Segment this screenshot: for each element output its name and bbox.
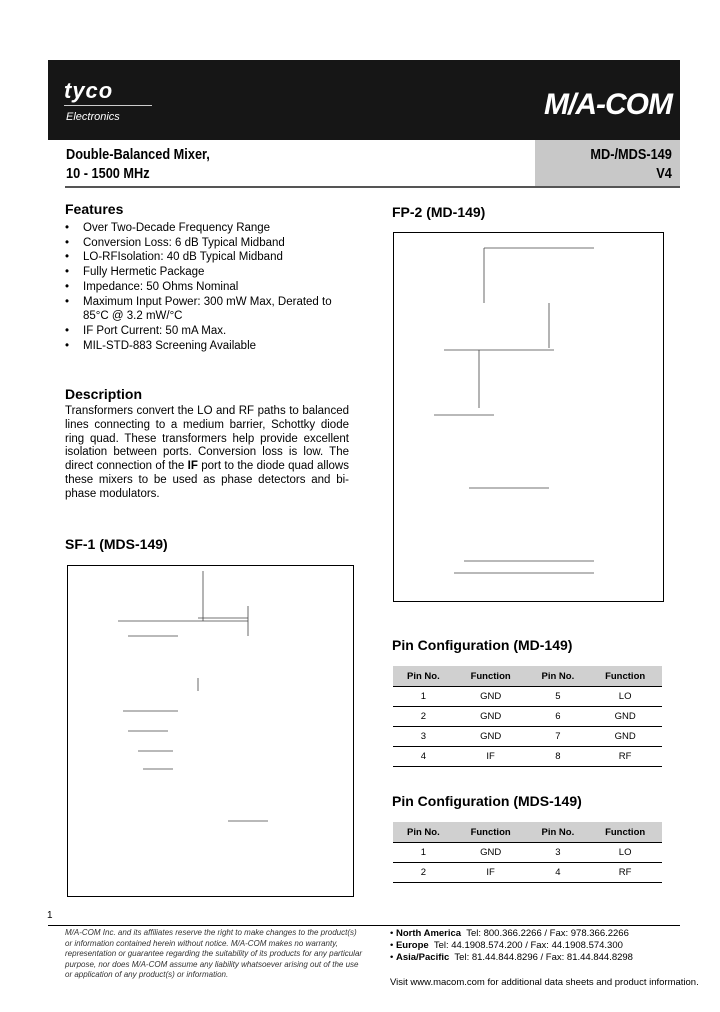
table-row: 3 GND 7 GND — [393, 727, 662, 747]
page-number: 1 — [47, 910, 53, 921]
fp2-heading: FP-2 (MD-149) — [392, 204, 486, 220]
contact-item: • Europe Tel: 44.1908.574.200 / Fax: 44.1908.574.300 — [390, 940, 623, 951]
feature-item: • MIL-STD-883 Screening Available — [65, 339, 355, 354]
tyco-logo-sub: Electronics — [66, 111, 120, 123]
feature-item: • Conversion Loss: 6 dB Typical Midband — [65, 236, 355, 251]
part-number-text: MD-/MDS-149 — [590, 146, 672, 163]
website-link[interactable]: Visit www.macom.com for additional data sheets and product information. — [390, 977, 699, 988]
fp2-drawing — [394, 233, 663, 601]
feature-item: • LO-RFIsolation: 40 dB Typical Midband — [65, 250, 355, 265]
document-title — [66, 145, 210, 183]
features-list — [65, 221, 355, 353]
macom-logo: M/A-COM — [544, 88, 672, 121]
title-line2: 10 - 1500 MHz — [66, 165, 150, 182]
table-row: 1 GND 5 LO — [393, 687, 662, 707]
contact-item: • Asia/Pacific Tel: 81.44.844.8296 / Fax: 81.44.844.8298 — [390, 952, 633, 963]
pin-config-md-table: Pin No. Function Pin No. Function 1 GND 5 LO 2 GND 6 GND 3 GND 7 GND 4 IF 8 RF — [393, 666, 662, 767]
footer-rule — [48, 925, 680, 926]
sf1-outline-drawing — [67, 565, 354, 897]
feature-item: • Over Two-Decade Frequency Range — [65, 221, 355, 236]
sf1-heading: SF-1 (MDS-149) — [65, 536, 168, 552]
table-row: 2 GND 6 GND — [393, 707, 662, 727]
pin-md-heading: Pin Configuration (MD-149) — [392, 637, 573, 653]
pin-config-mds-table: Pin No. Function Pin No. Function 1 GND 3 LO 2 IF 4 RF — [393, 822, 662, 883]
features-heading: Features — [65, 201, 124, 217]
disclaimer: M/A-COM Inc. and its affiliates reserve the right to make changes to the product(s) or information contained herein without notice. M/A-COM makes no warranty, representation or guarantee regarding the suitability of its products for any particular purpose, nor does M/A-COM assume any liability whatsoever arising out of the use or application of any product(s) or information. — [65, 928, 363, 980]
contact-item: • North America Tel: 800.366.2266 / Fax: 978.366.2266 — [390, 928, 629, 939]
description-heading: Description — [65, 386, 143, 402]
feature-item: • Maximum Input Power: 300 mW Max, Derated to 85°C @ 3.2 mW/°C — [65, 295, 355, 324]
sf1-drawing — [68, 566, 353, 896]
pin-mds-heading: Pin Configuration (MDS-149) — [392, 793, 582, 809]
feature-item: • IF Port Current: 50 mA Max. — [65, 324, 355, 339]
description-text: Transformers convert the LO and RF paths to balanced lines connecting to a medium barrier, Schottky diode ring quad. These transformers help provide excellent isolation between ports. Conversion loss is low. The direct connection of the IF port to the diode quad allows these mixers to be used as phase detectors and bi-phase modulators. — [65, 405, 349, 500]
logo-divider — [64, 105, 152, 106]
title-rule — [65, 186, 680, 188]
table-row: 2 IF 4 RF — [393, 863, 662, 883]
tyco-logo: tyco — [64, 78, 114, 103]
table-row: 1 GND 3 LO — [393, 843, 662, 863]
title-line1: Double-Balanced Mixer, — [66, 146, 210, 163]
contact-list — [390, 928, 633, 964]
table-row: 4 IF 8 RF — [393, 747, 662, 767]
fp2-outline-drawing — [393, 232, 664, 602]
version-text: V4 — [656, 165, 672, 182]
feature-item: • Fully Hermetic Package — [65, 265, 355, 280]
part-number — [591, 145, 672, 183]
feature-item: • Impedance: 50 Ohms Nominal — [65, 280, 355, 295]
